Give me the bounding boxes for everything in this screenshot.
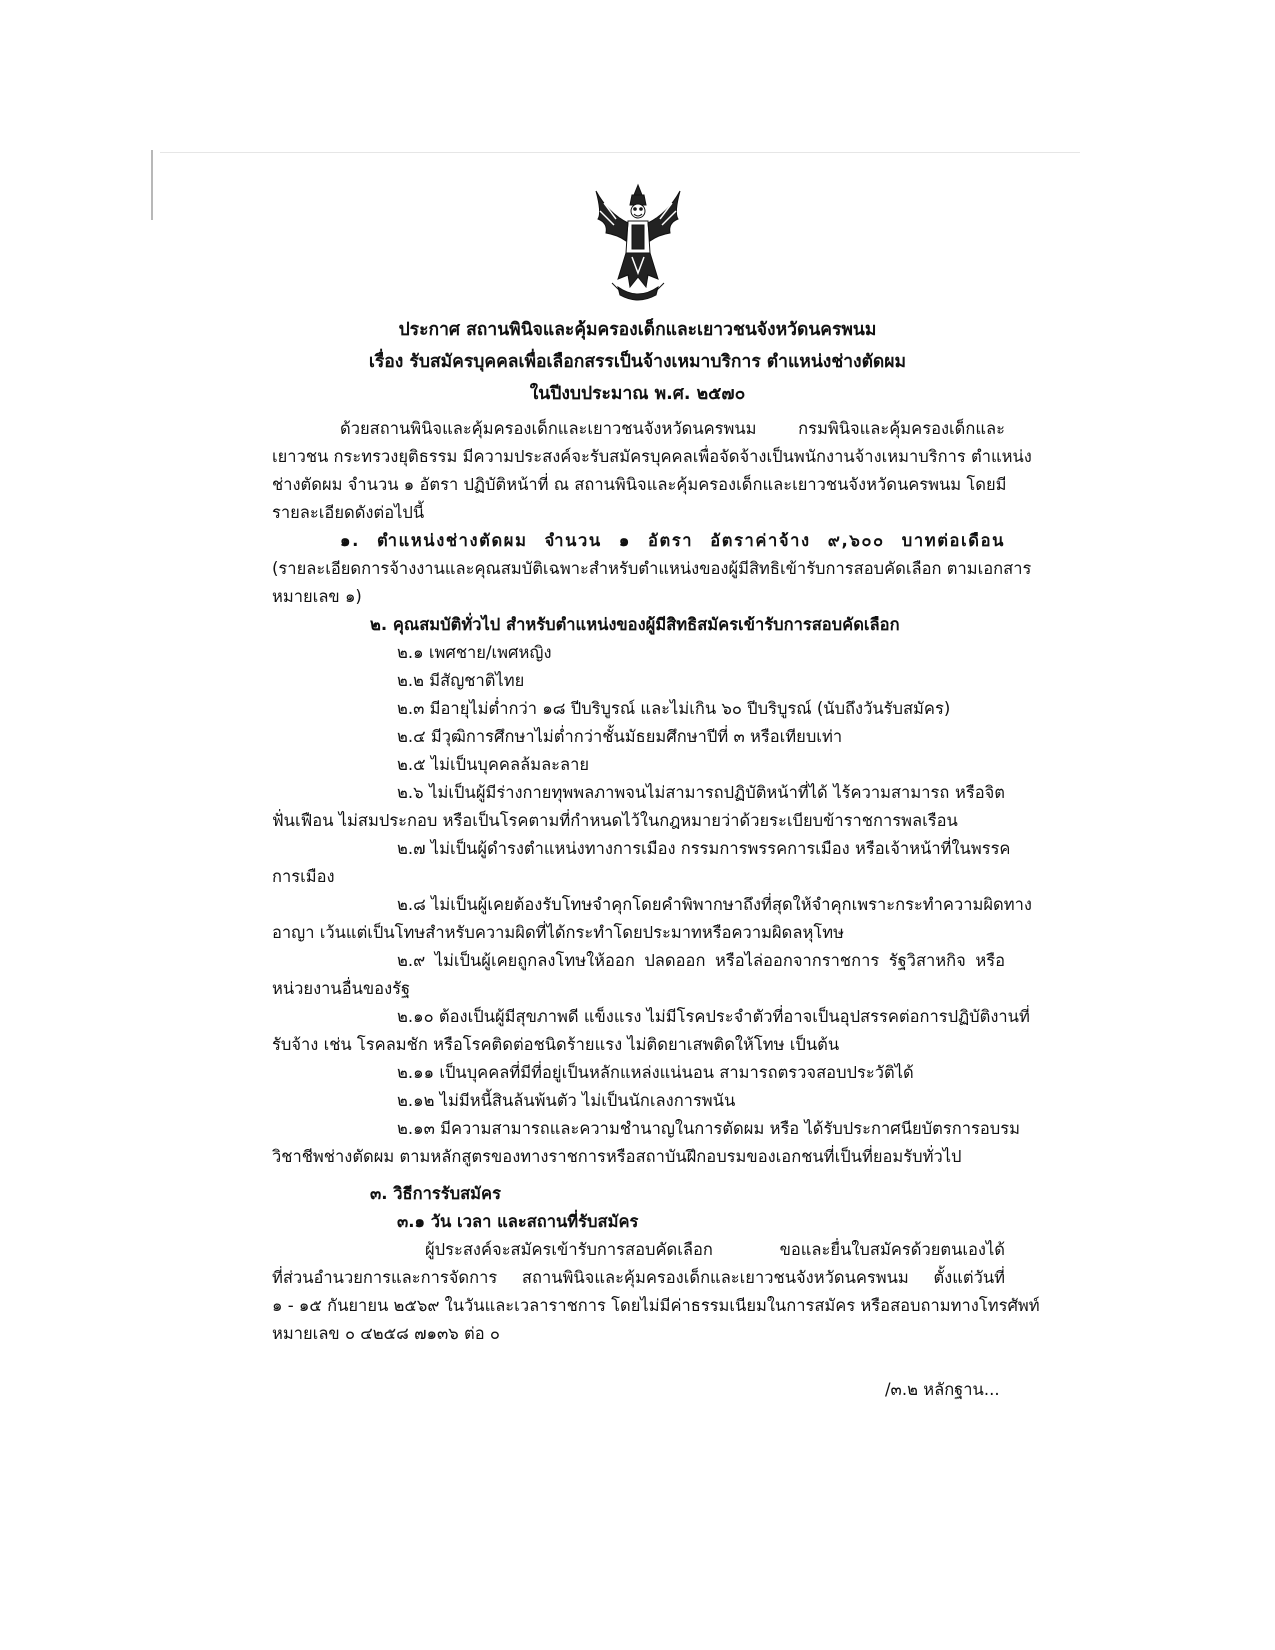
- qualification-2-13: ๒.๑๓ มีความสามารถและความชำนาญในการตัดผม หรือ ได้รับประกาศนียบัตรการอบรม: [397, 1119, 1020, 1138]
- qualification-2-8: ๒.๘ ไม่เป็นผู้เคยต้องรับโทษจำคุกโดยคำพิพากษาถึงที่สุดให้จำคุกเพราะกระทำความผิดทาง: [397, 895, 1032, 914]
- qualification-2-13-cont: วิชาชีพช่างตัดผม ตามหลักสูตรของทางราชการหรือสถาบันฝึกอบรมของเอกชนที่เป็นที่ยอมรับทั่วไป: [272, 1147, 962, 1166]
- intro-line-4: รายละเอียดดังต่อไปนี้: [272, 503, 425, 522]
- qualification-2-12: ๒.๑๒ ไม่มีหนี้สินล้นพ้นตัว ไม่เป็นนักเลงการพนัน: [397, 1091, 736, 1110]
- continuation-note: /๓.๒ หลักฐาน...: [885, 1380, 1000, 1399]
- qualification-2-6: ๒.๖ ไม่เป็นผู้มีร่างกายทุพพลภาพจนไม่สามารถปฏิบัติหน้าที่ได้ ไร้ความสามารถ หรือจิต: [397, 783, 1005, 802]
- section-1-detail-2: หมายเลข ๑): [272, 587, 362, 606]
- application-line-4: หมายเลข ๐ ๔๒๕๘ ๗๑๓๖ ต่อ ๐: [272, 1324, 500, 1343]
- qualification-2-9-cont: หน่วยงานอื่นของรัฐ: [272, 979, 411, 998]
- section-3-1-title: ๓.๑ วัน เวลา และสถานที่รับสมัคร: [397, 1212, 639, 1231]
- fiscal-year-line: ในปีงบประมาณ พ.ศ. ๒๕๗๐: [529, 384, 746, 404]
- section-1-detail-1: (รายละเอียดการจ้างงานและคุณสมบัติเฉพาะสำหรับตำแหน่งของผู้มีสิทธิเข้ารับการสอบคัดเลือก ตามเอกสาร: [272, 559, 1032, 578]
- qualification-2-9: ๒.๙ ไม่เป็นผู้เคยถูกลงโทษให้ออก ปลดออก หรือไล่ออกจากราชการ รัฐวิสาหกิจ หรือ: [397, 951, 1005, 970]
- announcement-title: ประกาศ สถานพินิจและคุ้มครองเด็กและเยาวชนจังหวัดนครพนม: [398, 320, 877, 340]
- qualification-2-8-cont: อาญา เว้นแต่เป็นโทษสำหรับความผิดที่ได้กระทำโดยประมาทหรือความผิดลหุโทษ: [272, 923, 844, 942]
- scan-top-line: [160, 152, 1080, 153]
- application-line-3: ๑ - ๑๕ กันยายน ๒๕๖๙ ในวันและเวลาราชการ โดยไม่มีค่าธรรมเนียมในการสมัคร หรือสอบถามทางโทรศัพท์: [272, 1296, 1040, 1315]
- qualification-2-11: ๒.๑๑ เป็นบุคคลที่มีที่อยู่เป็นหลักแหล่งแน่นอน สามารถตรวจสอบประวัติได้: [397, 1063, 914, 1082]
- qualification-2-2: ๒.๒ มีสัญชาติไทย: [397, 671, 525, 690]
- qualification-2-7-cont: การเมือง: [272, 867, 335, 886]
- qualification-2-7: ๒.๗ ไม่เป็นผู้ดำรงตำแหน่งทางการเมือง กรรมการพรรคการเมือง หรือเจ้าหน้าที่ในพรรค: [397, 839, 1011, 858]
- application-line-2: ที่ส่วนอำนวยการและการจัดการ สถานพินิจและคุ้มครองเด็กและเยาวชนจังหวัดนครพนม ตั้งแต่วันที่: [272, 1268, 1005, 1287]
- garuda-emblem-icon: [588, 183, 688, 303]
- qualification-2-1: ๒.๑ เพศชาย/เพศหญิง: [397, 643, 552, 662]
- qualification-2-10: ๒.๑๐ ต้องเป็นผู้มีสุขภาพดี แข็งแรง ไม่มีโรคประจำตัวที่อาจเป็นอุปสรรคต่อการปฏิบัติงานที่: [397, 1007, 1030, 1026]
- qualification-2-5: ๒.๕ ไม่เป็นบุคคลล้มละลาย: [397, 755, 590, 774]
- application-line-1: ผู้ประสงค์จะสมัครเข้ารับการสอบคัดเลือก ขอและยื่นใบสมัครด้วยตนเองได้: [425, 1240, 1005, 1259]
- qualification-2-6-cont: ฟั่นเฟือน ไม่สมประกอบ หรือเป็นโรคตามที่กำหนดไว้ในกฎหมายว่าด้วยระเบียบข้าราชการพลเรือน: [272, 811, 958, 830]
- qualification-2-4: ๒.๔ มีวุฒิการศึกษาไม่ต่ำกว่าชั้นมัธยมศึกษาปีที่ ๓ หรือเทียบเท่า: [397, 727, 843, 746]
- section-1-title: ๑. ตำแหน่งช่างตัดผม จำนวน ๑ อัตรา อัตราค่าจ้าง ๙,๖๐๐ บาทต่อเดือน: [340, 531, 1005, 550]
- section-2-title: ๒. คุณสมบัติทั่วไป สำหรับตำแหน่งของผู้มีสิทธิสมัครเข้ารับการสอบคัดเลือก: [370, 615, 900, 634]
- scan-edge-mark: [151, 150, 153, 220]
- section-3-title: ๓. วิธีการรับสมัคร: [370, 1184, 501, 1203]
- announcement-subject: เรื่อง รับสมัครบุคคลเพื่อเลือกสรรเป็นจ้างเหมาบริการ ตำแหน่งช่างตัดผม: [368, 352, 907, 372]
- qualification-2-3: ๒.๓ มีอายุไม่ต่ำกว่า ๑๘ ปีบริบูรณ์ และไม่เกิน ๖๐ ปีบริบูรณ์ (นับถึงวันรับสมัคร): [397, 699, 951, 718]
- intro-line-3: ช่างตัดผม จำนวน ๑ อัตรา ปฏิบัติหน้าที่ ณ สถานพินิจและคุ้มครองเด็กและเยาวชนจังหวัดนครพนม โดยมี: [272, 475, 1007, 494]
- qualification-2-10-cont: รับจ้าง เช่น โรคลมชัก หรือโรคติดต่อชนิดร้ายแรง ไม่ติดยาเสพติดให้โทษ เป็นต้น: [272, 1035, 840, 1054]
- intro-line-1: ด้วยสถานพินิจและคุ้มครองเด็กและเยาวชนจังหวัดนครพนม กรมพินิจและคุ้มครองเด็กและ: [340, 419, 1005, 438]
- intro-line-2: เยาวชน กระทรวงยุติธรรม มีความประสงค์จะรับสมัครบุคคลเพื่อจัดจ้างเป็นพนักงานจ้างเหมาบริการ ตำแหน่ง: [272, 447, 1032, 466]
